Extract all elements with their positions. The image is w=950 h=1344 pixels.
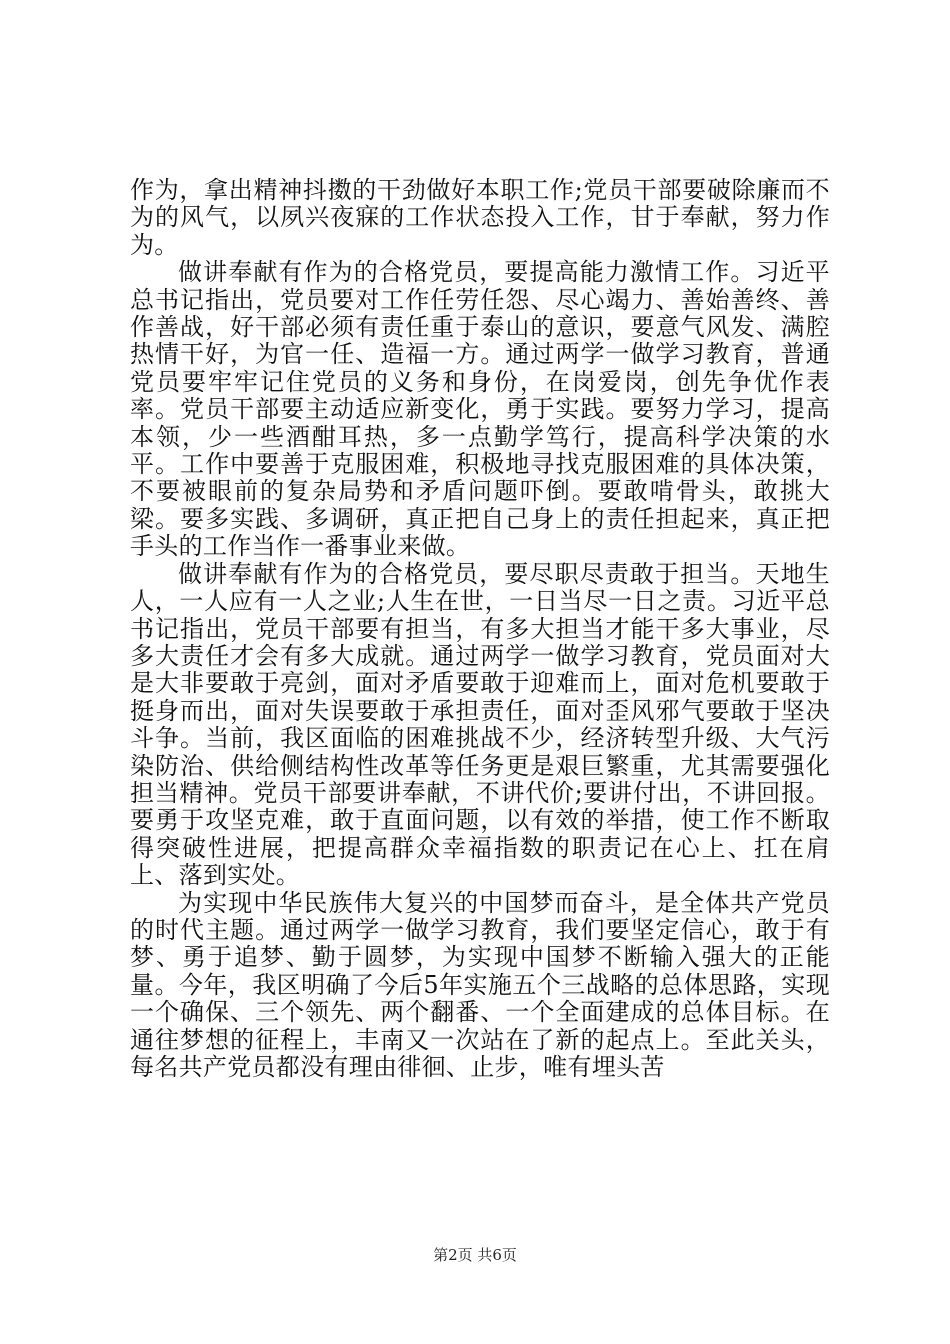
page-number-footer: 第2页 共6页 [433, 1246, 517, 1264]
paragraph-responsibility: 做讲奉献有作为的合格党员，要尽职尽责敢于担当。天地生人，一人应有一人之业;人生在世，一日当尽一日之责。习近平总书记指出，党员干部要有担当，有多大担当才能干多大事业，尽多大责任才会有多大成就。通过两学一做学习教育，党员面对大是大非要敢于亮剑，面对矛盾要敢于迎难而上，面对危机要敢于挺身而出，面对失误要敢于承担责任，面对歪风邪气要敢于坚决斗争。当前，我区面临的困难挑战不少，经济转型升级、大气污染防治、供给侧结构性改革等任务更是艰巨繁重，尤其需要强化担当精神。党员干部要讲奉献，不讲代价;要讲付出，不讲回报。要勇于攻坚克难，敢于直面问题，以有效的举措，使工作不断取得突破性进展，把提高群众幸福指数的职责记在心上、扛在肩上、落到实处。 [130, 559, 830, 890]
paragraph-ability-passion: 做讲奉献有作为的合格党员，要提高能力激情工作。习近平总书记指出，党员要对工作任劳任怨、尽心竭力、善始善终、善作善战，好干部必须有责任重于泰山的意识，要意气风发、满腔热情干好，为官一任、造福一方。通过两学一做学习教育，普通党员要牢牢记住党员的义务和身份，在岗爱岗，创先争优作表率。党员干部要主动适应新变化，勇于实践。要努力学习，提高本领，少一些酒酣耳热，多一点勤学笃行，提高科学决策的水平。工作中要善于克服困难，积极地寻找克服困难的具体决策，不要被眼前的复杂局势和矛盾问题吓倒。要敢啃骨头，敢挑大梁。要多实践、多调研，真正把自己身上的责任担起来，真正把手头的工作当作一番事业来做。 [130, 258, 830, 561]
paragraph-chinese-dream: 为实现中华民族伟大复兴的中国梦而奋斗，是全体共产党员的时代主题。通过两学一做学习教育，我们要坚定信心，敢于有梦、勇于追梦、勤于圆梦，为实现中国梦不断输入强大的正能量。今年，我区明确了今后5年实施五个三战略的总体思路，实现一个确保、三个领先、两个翻番、一个全面建成的总体目标。在通往梦想的征程上，丰南又一次站在了新的起点上。至此关头，每名共产党员都没有理由徘徊、止步，唯有埋头苦 [130, 888, 830, 1081]
paragraph-continued: 作为，拿出精神抖擞的干劲做好本职工作;党员干部要破除廉而不为的风气，以夙兴夜寐的工作状态投入工作，甘于奉献，努力作为。 [130, 176, 830, 259]
document-body [130, 177, 830, 1081]
